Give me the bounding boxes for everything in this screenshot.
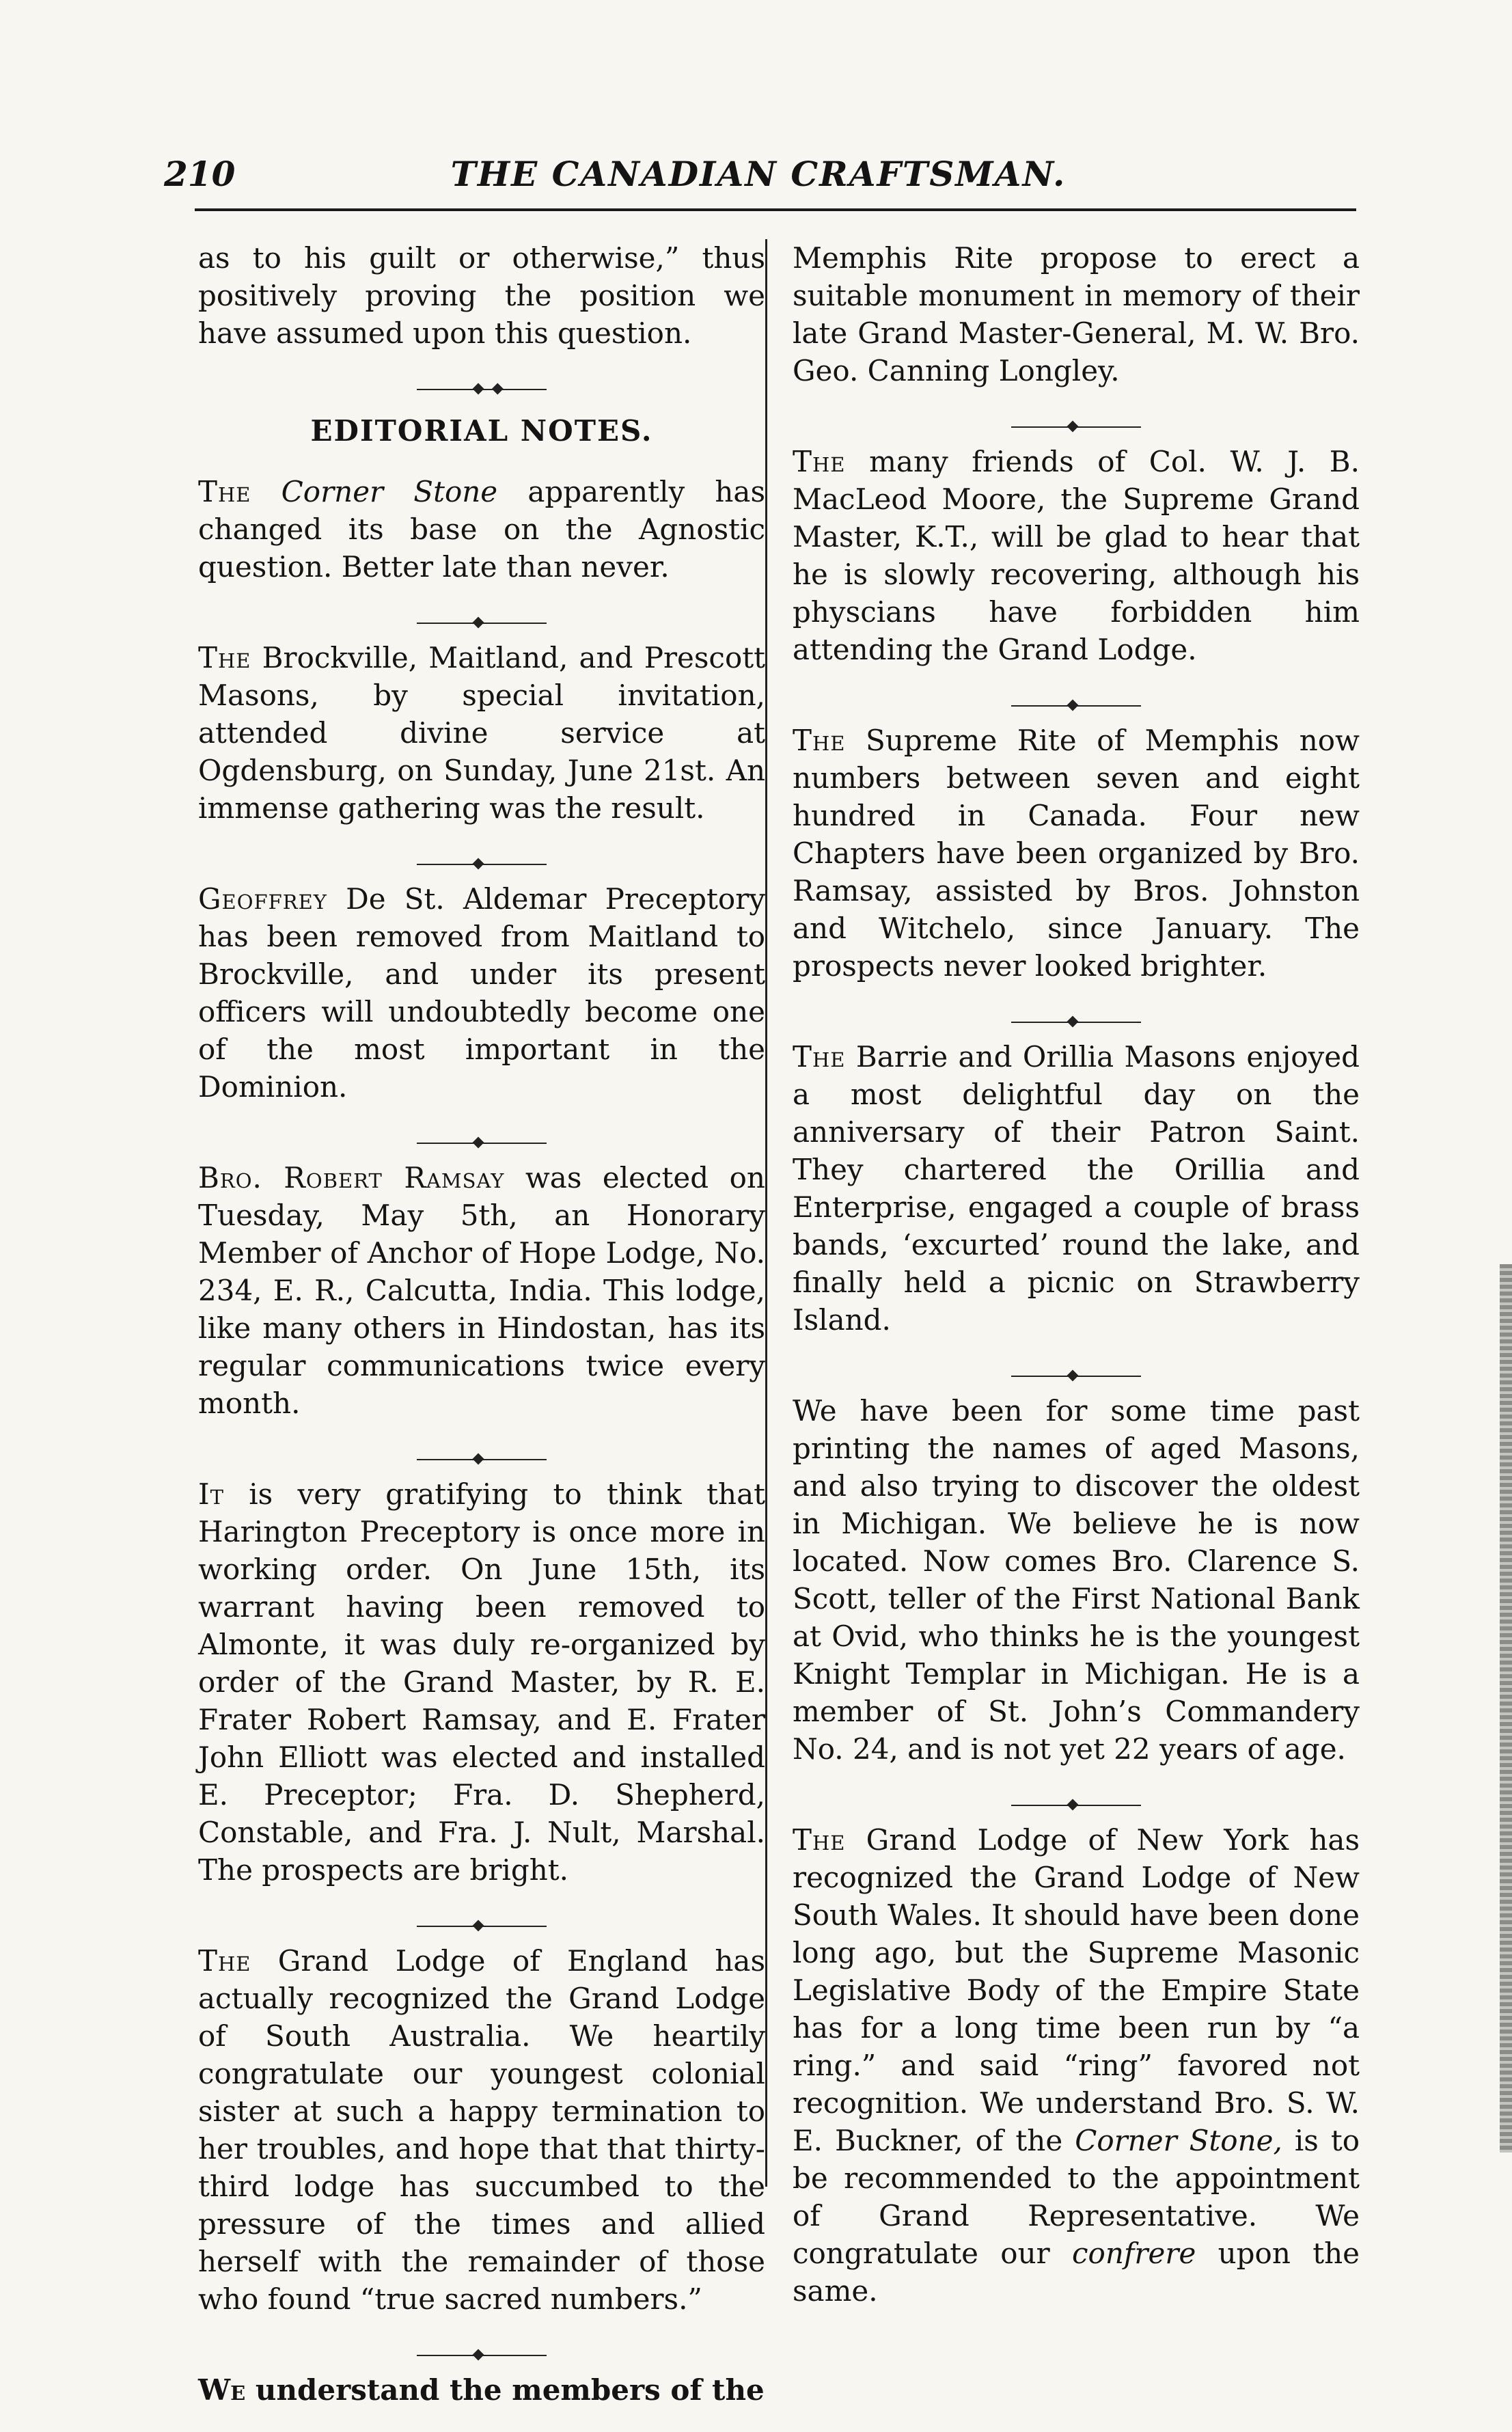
note-paragraph xyxy=(198,473,765,586)
note-lead: The xyxy=(793,724,846,757)
note-separator xyxy=(198,1912,765,1939)
scan-edge-noise xyxy=(1500,1264,1512,2153)
note-separator xyxy=(793,1791,1360,1818)
continuation-paragraph: Memphis Rite propose to erect a suitable monument in memory of their late Grand Master-General, M. W. Bro. Geo. Canning Longley. xyxy=(793,241,1360,387)
header-rule xyxy=(195,208,1356,211)
section-ornament xyxy=(198,375,765,402)
note-text: We have been for some time past printing the names of aged Masons, and also trying to discover the oldest in Michigan. We believe he is now located. Now comes Bro. Clarence S. Scott, teller of the First National Bank at Ovid, who thinks he is the youngest Knight Templar in Michigan. He is a member of St. John’s Commandery No. 24, and is not yet 22 years of age. xyxy=(793,1394,1360,1766)
note-separator xyxy=(198,2341,765,2368)
note-text: De St. Aldemar Preceptory has been removed from Maitland to Brockville, and under its present officers will undoubtedly become one of the most important in the Dominion. xyxy=(198,882,765,1104)
note-lead: The xyxy=(793,445,846,478)
note-text: is very gratifying to think that Harington Preceptory is once more in working order. On June 15th, its warrant having been removed to Almonte, it was duly re-organized by order of the Grand Master, by R. E. Frater Robert Ramsay, and E. Frater John Elliott was elected and installed E. Preceptor; Fra. D. Shepherd, Constable, and Fra. J. Nult, Marshal. The prospects are bright. xyxy=(198,1477,765,1887)
left-column xyxy=(198,239,765,2432)
note-text: Supreme Rite of Memphis now numbers between seven and eight hundred in Canada. Four new Chapters have been organized by Bro. Ramsay, assisted by Bros. Johnston and Witchelo, since January. The prospects never looked brighter. xyxy=(793,724,1360,983)
note-paragraph xyxy=(793,1821,1360,2310)
note-lead: The xyxy=(198,641,251,674)
right-column xyxy=(793,239,1360,2333)
section-heading: EDITORIAL NOTES. xyxy=(310,414,653,448)
note-separator xyxy=(198,1445,765,1473)
note-paragraph xyxy=(198,880,765,1106)
note-text: Corner Stone apparently has changed its base on the Agnostic question. Better late than never. xyxy=(198,475,765,584)
note-separator xyxy=(198,609,765,636)
continuation-paragraph: as to his guilt or otherwise,” thus positively proving the position we have assumed upon this question. xyxy=(198,241,765,350)
note-paragraph xyxy=(198,1159,765,1422)
note-lead: The xyxy=(198,1944,251,1978)
note-text: Grand Lodge of England has actually recognized the Grand Lodge of South Australia. We heartily congratulate our youngest colonial sister at such a happy termination to her troubles, and hope that that thirty-third lodge has succumbed to the pressure of the times and allied herself with the remainder of those who found “true sacred numbers.” xyxy=(198,1944,765,2316)
note-lead: The xyxy=(793,1040,846,1074)
note-paragraph xyxy=(198,2371,765,2409)
note-lead: The xyxy=(793,1823,846,1857)
note-separator xyxy=(793,413,1360,440)
note-paragraph xyxy=(198,639,765,827)
note-paragraph xyxy=(793,443,1360,668)
note-paragraph xyxy=(198,1475,765,1889)
note-text: many friends of Col. W. J. B. MacLeod Moore, the Supreme Grand Master, K.T., will be glad to hear that he is slowly recovering, although his physcians have forbidden him attending the Grand Lodge. xyxy=(793,445,1360,666)
note-paragraph xyxy=(793,722,1360,985)
note-paragraph xyxy=(793,1392,1360,1768)
page-number: 210 xyxy=(164,154,236,194)
note-text: was elected on Tuesday, May 5th, an Honorary Member of Anchor of Hope Lodge, No. 234, E. R., Calcutta, India. This lodge, like many others in Hindostan, has its regular communications twice every month. xyxy=(198,1161,765,1420)
column-divider xyxy=(765,239,767,2187)
note-lead: Geoffrey xyxy=(198,882,327,916)
note-lead: It xyxy=(198,1477,224,1511)
note-text: understand the members of the xyxy=(245,2373,765,2407)
note-lead: The xyxy=(198,475,251,508)
note-lead: We xyxy=(198,2373,246,2407)
note-text: Grand Lodge of New York has recognized the Grand Lodge of New South Wales. It should have been done long ago, but the Supreme Masonic Legislative Body of the Empire State has for a long time been run by “a ring.” and said “ring” favored not recognition. We understand Bro. S. W. E. Buckner, of the Corner Stone, is to be recommended to the appointment of Grand Representative. We congratulate our confrere upon the same. xyxy=(793,1823,1360,2308)
journal-title: THE CANADIAN CRAFTSMAN. xyxy=(450,154,1067,194)
note-paragraph xyxy=(198,1942,765,2318)
note-separator xyxy=(198,850,765,877)
running-head xyxy=(164,154,1353,202)
note-separator xyxy=(793,692,1360,719)
note-separator xyxy=(793,1008,1360,1035)
note-paragraph xyxy=(793,1038,1360,1339)
note-lead: Bro. Robert Ramsay xyxy=(198,1161,505,1194)
note-separator xyxy=(198,1129,765,1156)
note-text: Barrie and Orillia Masons enjoyed a most delightful day on the anniversary of their Patron Saint. They chartered the Orillia and Enterprise, engaged a couple of brass bands, ‘excurted’ round the lake, and finally held a picnic on Strawberry Island. xyxy=(793,1040,1360,1337)
note-text: Brockville, Maitland, and Prescott Masons, by special invitation, attended divine service at Ogdensburg, on Sunday, June 21st. An immense gathering was the result. xyxy=(198,641,765,825)
note-separator xyxy=(793,1362,1360,1389)
